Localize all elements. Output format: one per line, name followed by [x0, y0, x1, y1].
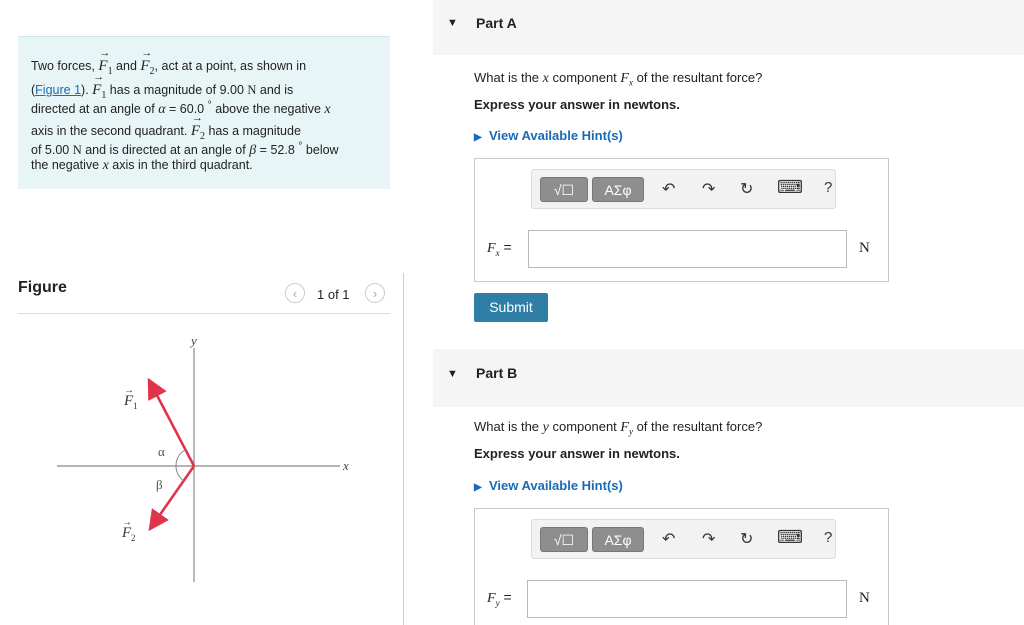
chevron-right-icon[interactable]: › — [365, 283, 385, 303]
help-icon[interactable]: ? — [824, 179, 833, 196]
math-toolbar — [531, 519, 836, 559]
collapse-triangle-icon[interactable]: ▼ — [447, 17, 458, 29]
svg-text:→: → — [122, 517, 132, 528]
svg-text:F: F — [124, 393, 134, 409]
fx-unit: N — [859, 240, 870, 256]
submit-button[interactable]: Submit — [474, 293, 548, 322]
force-diagram — [40, 330, 360, 590]
fy-input[interactable] — [527, 580, 847, 618]
part-a-hint-link[interactable]: ▶ View Available Hint(s) — [474, 128, 623, 143]
vector-f1-arrow — [149, 380, 194, 466]
alpha-arc — [176, 450, 185, 466]
part-a-label: Part A — [476, 15, 517, 31]
svg-text:1: 1 — [133, 401, 138, 411]
templates-button[interactable]: √☐ — [540, 177, 588, 202]
caret-right-icon: ▶ — [474, 132, 482, 143]
problem-line-4: axis in the second quadrant. → $F_2$ has a magnitude — [31, 123, 301, 142]
part-b-instructions: Express your answer in newtons. — [474, 446, 680, 461]
part-a-question: What is the x component $F_x$ of the resultant force? — [474, 70, 763, 88]
symbols-button[interactable]: ΑΣφ — [592, 527, 644, 552]
collapse-triangle-icon[interactable]: ▼ — [447, 368, 458, 380]
redo-icon[interactable]: ↷ — [702, 181, 716, 198]
fy-unit: N — [859, 590, 870, 606]
problem-line-2: (Figure 1). → $F_1$ has a magnitude of 9.00 N and is — [31, 82, 293, 101]
caret-right-icon: ▶ — [474, 482, 482, 493]
beta-arc — [176, 466, 184, 481]
part-b-header[interactable] — [433, 349, 1024, 407]
part-b-label: Part B — [476, 365, 518, 381]
problem-statement — [18, 36, 390, 189]
fx-input[interactable] — [528, 230, 847, 268]
undo-icon[interactable]: ↶ — [662, 531, 676, 548]
part-b-question: What is the y component $F_y$ of the resultant force? — [474, 419, 763, 437]
figure-pager: 1 of 1 — [317, 287, 350, 302]
figure-link[interactable]: Figure 1 — [35, 83, 82, 97]
vector-f2-arrow — [150, 466, 194, 529]
part-a-header[interactable] — [433, 0, 1024, 55]
beta-label: β — [156, 477, 163, 492]
problem-line-3: directed at an angle of α = 60.0 ° above the negative x — [31, 100, 331, 118]
part-a-answer-box — [474, 158, 889, 282]
x-axis-label: x — [343, 458, 349, 473]
y-axis-label: y — [191, 333, 197, 348]
svg-text:2: 2 — [131, 533, 136, 543]
redo-icon[interactable]: ↷ — [702, 531, 716, 548]
panel-divider — [403, 273, 404, 625]
reset-icon[interactable]: ↻ — [740, 531, 754, 548]
fx-label: $F_x$ = — [487, 239, 512, 258]
keyboard-icon[interactable]: ⌨ — [777, 177, 803, 197]
undo-icon[interactable]: ↶ — [662, 181, 676, 198]
help-icon[interactable]: ? — [824, 529, 833, 546]
f1-label — [123, 385, 138, 411]
figure-divider — [18, 313, 390, 314]
svg-text:F: F — [122, 525, 132, 541]
problem-line-1: Two forces, → $F_1$ and → $F_2$, act at a point, as shown in — [31, 58, 306, 77]
figure-title: Figure — [18, 279, 67, 296]
vector-f2-symbol: → $F_2$ — [140, 58, 154, 74]
svg-text:→: → — [124, 385, 134, 396]
f2-label — [121, 517, 136, 543]
chevron-left-icon[interactable]: ‹ — [285, 283, 305, 303]
alpha-label: α — [158, 444, 165, 459]
symbols-button[interactable]: ΑΣφ — [592, 177, 644, 202]
reset-icon[interactable]: ↻ — [740, 181, 754, 198]
part-a-instructions: Express your answer in newtons. — [474, 97, 680, 112]
keyboard-icon[interactable]: ⌨ — [777, 527, 803, 547]
fy-label: $F_y$ = — [487, 589, 512, 608]
problem-line-6: the negative x axis in the third quadrant. — [31, 158, 253, 173]
math-toolbar — [531, 169, 836, 209]
part-b-hint-link[interactable]: ▶ View Available Hint(s) — [474, 478, 623, 493]
problem-line-5: of 5.00 N and is directed at an angle of β = 52.8 ° below — [31, 141, 339, 159]
vector-f1-symbol: → $F_1$ — [98, 58, 112, 74]
part-b-answer-box — [474, 508, 889, 625]
templates-button[interactable]: √☐ — [540, 527, 588, 552]
